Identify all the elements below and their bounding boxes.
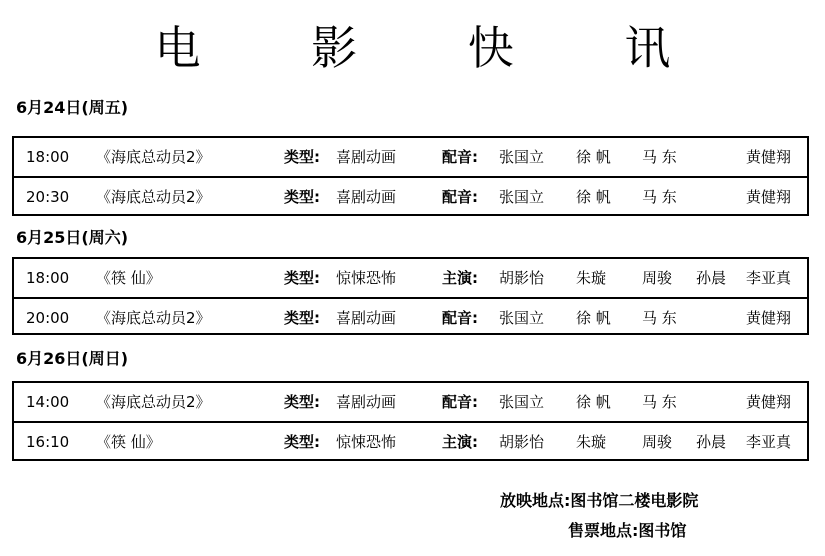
showtime: 14:00	[26, 393, 70, 411]
cast-label: 主演:	[442, 269, 478, 287]
type-label: 类型:	[284, 148, 320, 166]
movie-title: 《筷 仙》	[96, 433, 161, 451]
genre: 喜剧动画	[336, 393, 397, 411]
showtime: 20:30	[26, 188, 70, 206]
showtime: 18:00	[26, 269, 70, 287]
table-row	[14, 421, 807, 459]
genre: 惊悚恐怖	[336, 269, 397, 287]
genre: 喜剧动画	[336, 148, 397, 166]
type-label: 类型:	[284, 393, 320, 411]
cast-member: 张国立	[499, 393, 545, 411]
type-label: 类型:	[284, 309, 320, 327]
cast-member: 李亚真	[746, 269, 792, 287]
cast-member: 徐 帆	[576, 188, 611, 206]
table-row	[14, 138, 807, 176]
cast-label: 配音:	[442, 188, 478, 206]
cast-member: 徐 帆	[576, 148, 611, 166]
showtime: 16:10	[26, 433, 70, 451]
schedule-table	[12, 381, 809, 461]
genre: 喜剧动画	[336, 188, 397, 206]
movie-title: 《海底总动员2》	[96, 393, 211, 411]
type-label: 类型:	[284, 433, 320, 451]
cast-member: 张国立	[499, 188, 545, 206]
showtime: 20:00	[26, 309, 70, 327]
type-label: 类型:	[284, 269, 320, 287]
date-heading: 6月25日(周六)	[16, 228, 129, 247]
cast-member: 马 东	[642, 188, 677, 206]
cast-member: 孙晨	[696, 269, 727, 287]
cast-member: 黄健翔	[746, 393, 792, 411]
movie-title: 《海底总动员2》	[96, 188, 211, 206]
cast-member: 黄健翔	[746, 148, 792, 166]
movie-title: 《筷 仙》	[96, 269, 161, 287]
cast-member: 徐 帆	[576, 309, 611, 327]
cast-member: 马 东	[642, 309, 677, 327]
genre: 惊悚恐怖	[336, 433, 397, 451]
cast-member: 张国立	[499, 148, 545, 166]
table-row	[14, 297, 807, 335]
cast-member: 周骏	[642, 433, 673, 451]
showtime: 18:00	[26, 148, 70, 166]
page-title: 电 影 快 讯	[154, 21, 719, 75]
cast-member: 朱璇	[576, 269, 607, 287]
genre: 喜剧动画	[336, 309, 397, 327]
movie-title: 《海底总动员2》	[96, 309, 211, 327]
cast-label: 配音:	[442, 393, 478, 411]
date-heading: 6月26日(周日)	[16, 349, 129, 368]
ticket-venue: 售票地点:图书馆	[568, 521, 687, 540]
cast-member: 黄健翔	[746, 188, 792, 206]
table-row	[14, 383, 807, 421]
table-row	[14, 176, 807, 214]
table-row	[14, 259, 807, 297]
cast-member: 胡影怡	[499, 433, 545, 451]
cast-label: 配音:	[442, 309, 478, 327]
cast-member: 朱璇	[576, 433, 607, 451]
movie-title: 《海底总动员2》	[96, 148, 211, 166]
screening-venue: 放映地点:图书馆二楼电影院	[500, 491, 699, 510]
schedule-table	[12, 257, 809, 335]
cast-member: 徐 帆	[576, 393, 611, 411]
cast-member: 马 东	[642, 393, 677, 411]
cast-label: 主演:	[442, 433, 478, 451]
cast-member: 张国立	[499, 309, 545, 327]
date-heading: 6月24日(周五)	[16, 98, 129, 117]
schedule-table	[12, 136, 809, 216]
cast-member: 马 东	[642, 148, 677, 166]
type-label: 类型:	[284, 188, 320, 206]
cast-member: 胡影怡	[499, 269, 545, 287]
cast-member: 黄健翔	[746, 309, 792, 327]
cast-label: 配音:	[442, 148, 478, 166]
cast-member: 周骏	[642, 269, 673, 287]
cast-member: 李亚真	[746, 433, 792, 451]
cast-member: 孙晨	[696, 433, 727, 451]
